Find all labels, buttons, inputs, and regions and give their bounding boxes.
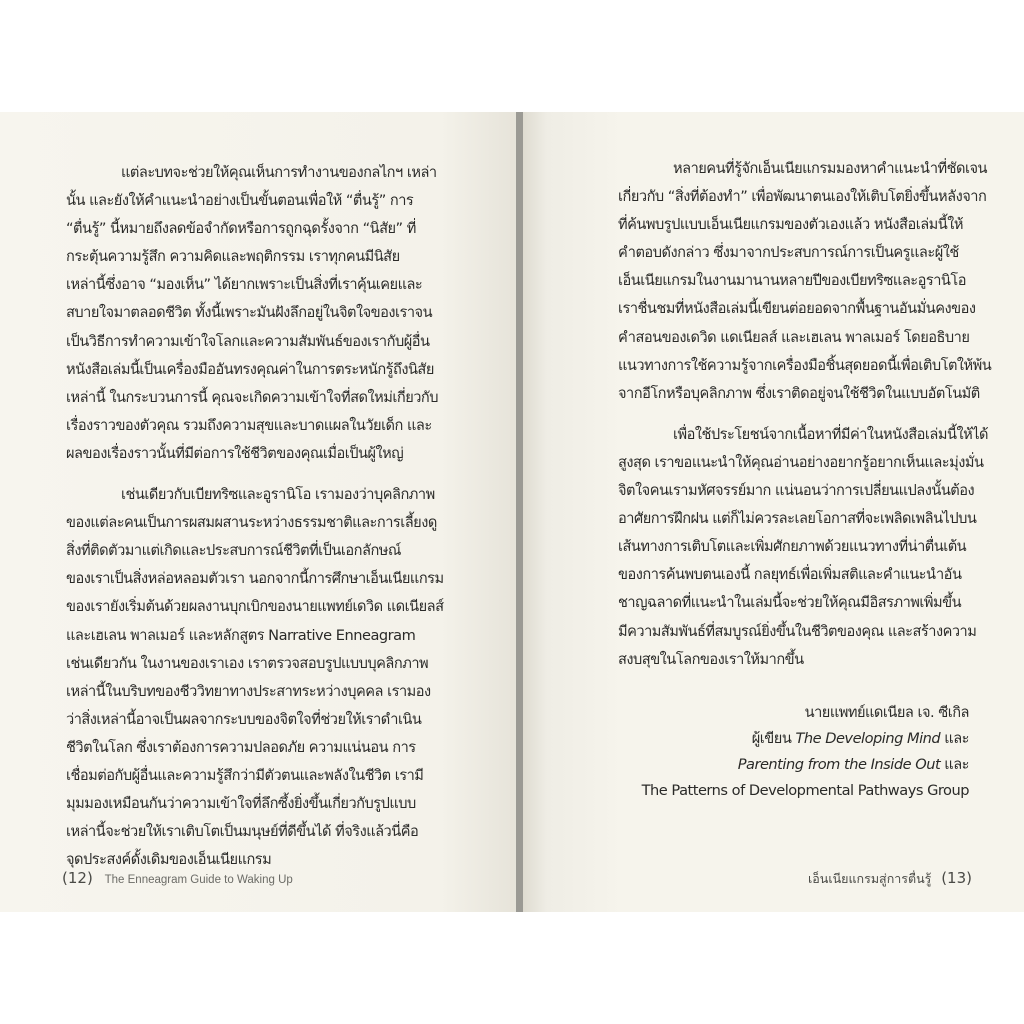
text-line: คำสอนของเดวิด แดเนียลส์ และเฮเลน พาลเมอร์ โดยอธิบาย <box>618 328 970 346</box>
signature-block <box>642 700 969 804</box>
text-line: ของเรายังเริ่มต้นด้วยผลงานบุกเบิกของนายแพทย์เดวิด แดเนียลส์ <box>66 598 444 616</box>
text-line: เกี่ยวกับ “สิ่งที่ต้องทำ” เพื่อพัฒนาตนเองให้เติบโตยิ่งขึ้นหลังจาก <box>618 188 987 206</box>
book-title: The Developing Mind <box>795 730 941 747</box>
text-line: ผลของเรื่องราวนั้นที่มีต่อการใช้ชีวิตของคุณเมื่อเป็นผู้ใหญ่ <box>66 444 404 462</box>
text-line: จากอีโกหรือบุคลิกภาพ ซึ่งเราติดอยู่จนใช้ชีวิตในแบบอัตโนมัติ <box>618 384 980 402</box>
page-number: (13) <box>941 869 972 887</box>
text-line: แนวทางการใช้ความรู้จากเครื่องมือชิ้นสุดยอดนี้เพื่อเติบโตให้พ้น <box>618 356 992 374</box>
left-page-footer <box>62 869 293 887</box>
text-line: ที่ค้นพบรูปแบบเอ็นเนียแกรมของตัวเองแล้ว หนังสือเล่มนี้ให้ <box>618 216 963 234</box>
right-page-body <box>618 155 1024 674</box>
text-line: “ตื่นรู้” นี้หมายถึงลดข้อจำกัดหรือการถูกฉุดรั้งจาก “นิสัย” ที่ <box>66 220 416 238</box>
text-line: เส้นทางการเติบโตและเพิ่มศักยภาพด้วยแนวทางที่น่าตื่นเต้น <box>618 538 967 556</box>
text-line: มุมมองเหมือนกันว่าความเข้าใจที่ลึกซึ้งยิ่งขึ้นเกี่ยวกับรูปแบบ <box>66 795 416 813</box>
text-line: เอ็นเนียแกรมในงานมานานหลายปีของเบียทริซและอูรานิโอ <box>618 272 966 290</box>
text-line: ของเราเป็นสิ่งหล่อหลอมตัวเรา นอกจากนี้การศึกษาเอ็นเนียแกรม <box>66 570 444 588</box>
page-number: (12) <box>62 869 93 887</box>
paragraph-gap <box>66 468 486 481</box>
text-line: เหล่านี้ในบริบทของชีววิทยาทางประสาทระหว่างบุคคล เรามอง <box>66 682 431 700</box>
book-gutter <box>516 112 523 912</box>
text-line: เหล่านี้จะช่วยให้เราเติบโตเป็นมนุษย์ที่ดีขึ้นได้ ที่จริงแล้วนี่คือ <box>66 823 419 841</box>
signature-suffix: และ <box>940 730 969 747</box>
text-line: ชีวิตในโลก ซึ่งเราต้องการความปลอดภัย ความแน่นอน การ <box>66 738 416 756</box>
text-line: สิ่งที่ติดตัวมาแต่เกิดและประสบการณ์ชีวิตที่เป็นเอกลักษณ์ <box>66 542 401 560</box>
running-title: The Enneagram Guide to Waking Up <box>104 874 293 886</box>
right-page <box>522 112 1024 912</box>
text-line: เพื่อใช้ประโยชน์จากเนื้อหาที่มีค่าในหนังสือเล่มนี้ให้ได้ <box>673 425 989 443</box>
text-line: เหล่านี้ ในกระบวนการนี้ คุณจะเกิดความเข้าใจที่สดใหม่เกี่ยวกับ <box>66 388 439 406</box>
signature-line-3 <box>642 752 969 778</box>
text-line: เช่นเดียวกับเบียทริซและอูรานิโอ เรามองว่าบุคลิกภาพ <box>121 486 435 504</box>
right-page-footer <box>808 869 972 889</box>
text-line: ของการค้นพบตนเองนี้ กลยุทธ์เพื่อเพิ่มสติและคำแนะนำอัน <box>618 566 962 584</box>
text-line: จุดประสงค์ดั้งเดิมของเอ็นเนียแกรม <box>66 851 272 869</box>
text-line: เราชื่นชมที่หนังสือเล่มนี้เขียนต่อยอดจากพื้นฐานอันมั่นคงของ <box>618 300 976 318</box>
text-line: มีความสัมพันธ์ที่สมบูรณ์ยิ่งขึ้นในชีวิตของคุณ และสร้างความ <box>618 622 977 640</box>
left-page <box>0 112 518 912</box>
signature-suffix: และ <box>940 756 969 773</box>
text-line: จิตใจคนเรามหัศจรรย์มาก แน่นอนว่าการเปลี่ยนแปลงนั้นต้อง <box>618 482 975 500</box>
text-line: กระตุ้นความรู้สึก ความคิดและพฤติกรรม เราทุกคนมีนิสัย <box>66 248 400 266</box>
text-line: ชาญฉลาดที่แนะนำในเล่มนี้จะช่วยให้คุณมีอิสรภาพเพิ่มขึ้น <box>618 594 962 612</box>
text-line: คำตอบดังกล่าว ซึ่งมาจากประสบการณ์การเป็นครูและผู้ใช้ <box>618 244 959 262</box>
text-line: เชื่อมต่อกับผู้อื่นและความรู้สึกว่ามีตัวตนและพลังในชีวิต เรามี <box>66 766 424 784</box>
text-line: หลายคนที่รู้จักเอ็นเนียแกรมมองหาคำแนะนำที่ชัดเจน <box>673 160 988 177</box>
text-line: นั้น และยังให้คำแนะนำอย่างเป็นขั้นตอนเพื่อให้ “ตื่นรู้” การ <box>66 192 414 210</box>
text-line: เรื่องราวของตัวคุณ รวมถึงความสุขและบาดแผลในวัยเด็ก และ <box>66 416 432 434</box>
text-line: เช่นเดียวกัน ในงานของเราเอง เราตรวจสอบรูปแบบบุคลิกภาพ <box>66 654 429 672</box>
paragraph-gap <box>618 408 1024 421</box>
text-line: ของแต่ละคนเป็นการผสมผสานระหว่างธรรมชาติและการเลี้ยงดู <box>66 514 437 532</box>
signature-name: นายแพทย์แดเนียล เจ. ซีเกิล <box>804 704 969 721</box>
text-line: อาศัยการฝึกฝน แต่ก็ไม่ควรละเลยโอกาสที่จะเพลิดเพลินไปบน <box>618 510 977 528</box>
running-title: เอ็นเนียแกรมสู่การตื่นรู้ <box>808 871 932 886</box>
signature-line-2 <box>642 726 969 752</box>
book-title: Parenting from the Inside Out <box>737 756 941 773</box>
book-spread <box>0 112 1024 912</box>
text-line: สูงสุด เราขอแนะนำให้คุณอ่านอย่างอยากรู้อยากเห็นและมุ่งมั่น <box>618 453 984 471</box>
left-page-body <box>66 159 486 874</box>
text-line: ว่าสิ่งเหล่านี้อาจเป็นผลจากระบบของจิตใจที่ช่วยให้เราดำเนิน <box>66 710 422 728</box>
text-line: สงบสุขในโลกของเราให้มากขึ้น <box>618 650 804 668</box>
text-line: หนังสือเล่มนี้เป็นเครื่องมืออันทรงคุณค่าในการตระหนักรู้ถึงนิสัย <box>66 360 434 378</box>
text-line: และเฮเลน พาลเมอร์ และหลักสูตร Narrative Enneagram <box>66 626 416 644</box>
signature-line-4: The Patterns of Developmental Pathways Group <box>641 782 969 799</box>
text-line: เป็นวิธีการทำความเข้าใจโลกและความสัมพันธ์ของเรากับผู้อื่น <box>66 332 430 350</box>
text-line: แต่ละบทจะช่วยให้คุณเห็นการทำงานของกลไกฯ เหล่า <box>121 164 437 181</box>
text-line: สบายใจมาตลอดชีวิต ทั้งนี้เพราะมันฝังลึกอยู่ในจิตใจของเราจน <box>66 304 433 322</box>
signature-prefix: ผู้เขียน <box>751 730 796 747</box>
text-line: เหล่านี้ซึ่งอาจ “มองเห็น” ได้ยากเพราะเป็นสิ่งที่เราคุ้นเคยและ <box>66 276 423 294</box>
